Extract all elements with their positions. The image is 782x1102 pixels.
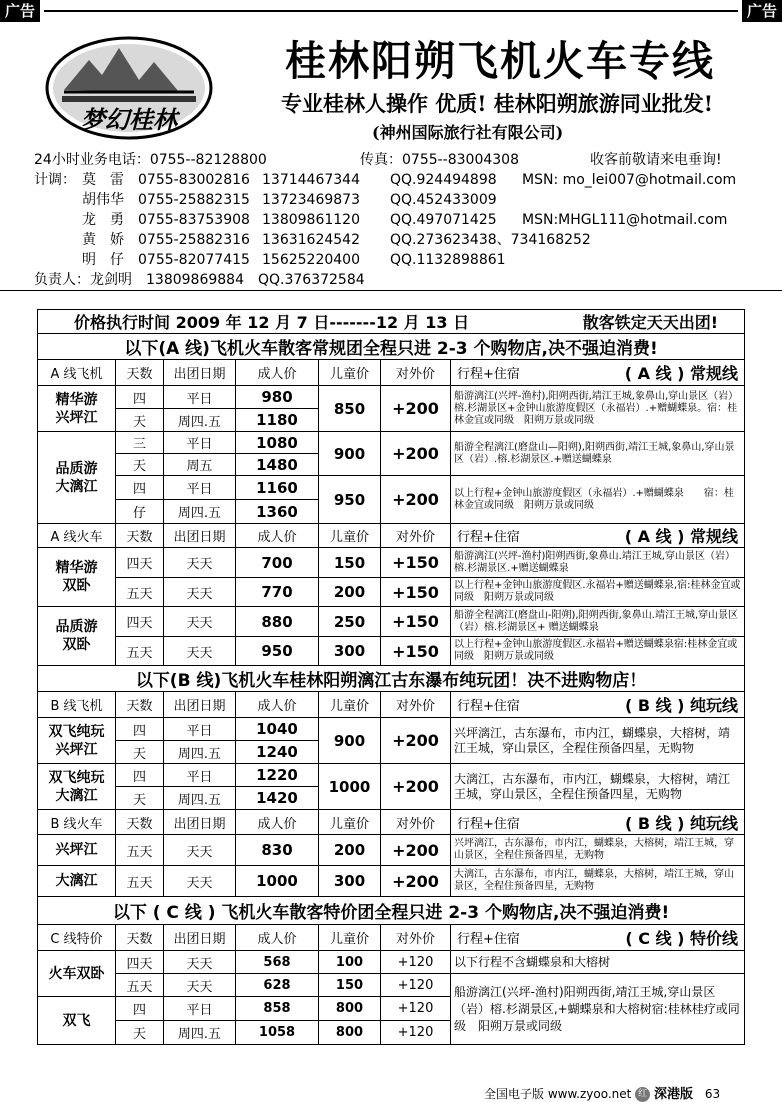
adult-price: 1000 (236, 866, 319, 897)
child-price: 150 (319, 548, 381, 578)
adult-price: 1360 (236, 500, 319, 524)
route-name: 火车双卧 (38, 951, 116, 997)
child-price: 100 (319, 951, 381, 974)
itinerary: 船游漓江(兴坪-渔村),阳朔西街,靖江王城,象鼻山,穿山景区（岩）榕.杉湖景区+金钟山旅游度假区（永福岩）.+赠蝴蝶泉。宿：桂林金宜或同级 阳朔万景或同级 (451, 386, 745, 432)
dates: 天天 (164, 578, 236, 607)
period-row (38, 310, 745, 334)
child-price: 950 (319, 476, 381, 524)
itinerary: 船游全程漓江(磨盘山-阳朔),阳朔西街,象鼻山.靖江王城,穿山景区（岩）榕.杉湖景区+ 赠送蝴蝶泉 (451, 607, 745, 637)
dates: 天天 (164, 866, 236, 897)
child-price: 300 (319, 866, 381, 897)
section-label: A 线飞机 (38, 360, 116, 386)
dates: 天天 (164, 637, 236, 666)
adult-price: 1240 (236, 741, 319, 764)
route-name: 精华游 兴坪江 (38, 386, 116, 432)
days: 天 (116, 454, 164, 476)
planner-phone: 0755-83753908 (138, 212, 250, 228)
edition-badge: 红 (635, 1087, 650, 1102)
adult-price: 830 (236, 835, 319, 866)
days: 四天 (116, 951, 164, 974)
days: 三 (116, 432, 164, 454)
call-note: 收客前敬请来电垂询! (590, 152, 722, 168)
child-price: 150 (319, 974, 381, 997)
planner-phone: 0755-82077415 (138, 252, 250, 268)
planner-name: 胡伟华 (82, 192, 124, 208)
days: 五天 (116, 866, 164, 897)
planner-name: 明 仔 (82, 252, 124, 268)
col-external: 对外价 (381, 692, 451, 718)
col-itinerary-header: 行程+住宿 ( A 线 ) 常规线 (451, 524, 745, 548)
planner-mobile: 13714467344 (262, 172, 360, 188)
col-itinerary-header: 行程+住宿 ( C 线 ) 特价线 (451, 925, 745, 951)
route-name: 品质游 大漓江 (38, 432, 116, 524)
external-price: +120 (381, 974, 451, 997)
external-price: +150 (381, 578, 451, 607)
page-title: 桂林阳朔飞机火车专线 (285, 37, 715, 85)
days: 四天 (116, 607, 164, 637)
route-name: 双飞纯玩 大漓江 (38, 764, 116, 810)
planner-phone: 0755-25882316 (138, 232, 250, 248)
itinerary: 船游漓江(兴坪-渔村)阳朔西街,靖江王城,穿山景区（岩）榕.杉湖景区,+蝴蝶泉和大榕树宿:桂林桂疗或同级 阳朔万景或同级 (451, 974, 745, 1045)
col-external: 对外价 (381, 925, 451, 951)
external-price: +120 (381, 951, 451, 974)
child-price: 1000 (319, 764, 381, 810)
col-adult: 成人价 (236, 524, 319, 548)
dates: 周四.五 (164, 787, 236, 810)
planner-mobile: 13631624542 (262, 232, 360, 248)
planner-phone: 0755-25882315 (138, 192, 250, 208)
external-price: +120 (381, 997, 451, 1021)
slogan: 专业桂林人操作 优质! 桂林阳朔旅游同业批发! (280, 91, 714, 116)
days: 五天 (116, 578, 164, 607)
col-child: 儿童价 (319, 810, 381, 835)
child-price: 900 (319, 718, 381, 764)
adult-price: 880 (236, 607, 319, 637)
dates: 周四.五 (164, 409, 236, 432)
col-dates: 出团日期 (164, 692, 236, 718)
col-child: 儿童价 (319, 692, 381, 718)
itinerary: 兴坪漓江，古东瀑布，市内江，蝴蝶泉，大榕树，靖江王城，穿山景区，全程住预备四星，无购物 (451, 718, 745, 764)
col-adult: 成人价 (236, 360, 319, 386)
planner-qq: QQ.1132898861 (390, 252, 506, 268)
col-dates: 出团日期 (164, 360, 236, 386)
divider (0, 290, 782, 291)
days: 四 (116, 997, 164, 1021)
c-line-banner: 以下 ( C 线 ) 飞机火车散客特价团全程只进 2-3 个购物店,决不强迫消费! (38, 897, 745, 925)
a-line-banner: 以下(A 线)飞机火车散客常规团全程只进 2-3 个购物店,决不强迫消费! (38, 334, 745, 360)
planner-label: 计调： (34, 172, 76, 188)
adult-price: 950 (236, 637, 319, 666)
section-label: B 线火车 (38, 810, 116, 835)
route-name: 双飞 (38, 997, 116, 1045)
col-dates: 出团日期 (164, 810, 236, 835)
ad-tag-left: 广告 (0, 0, 40, 22)
itinerary: 船游漓江(兴坪-渔村)阳朔西街,象鼻山.靖江王城,穿山景区（岩）榕.杉湖景区.+赠送蝴蝶泉 (451, 548, 745, 578)
external-price: +200 (381, 432, 451, 476)
col-itinerary-header: 行程+住宿 ( B 线 ) 纯玩线 (451, 810, 745, 835)
external-price: +200 (381, 764, 451, 810)
days: 四 (116, 718, 164, 741)
days: 五天 (116, 835, 164, 866)
section-label: A 线火车 (38, 524, 116, 548)
col-adult: 成人价 (236, 810, 319, 835)
price-period: 价格执行时间 2009 年 12 月 7 日-------12 月 13 日 (74, 313, 470, 332)
planner-mobile: 13809861120 (262, 212, 360, 228)
price-table (37, 309, 745, 1045)
adult-price: 1220 (236, 764, 319, 787)
col-dates: 出团日期 (164, 925, 236, 951)
itinerary: 以上行程+金钟山旅游度假区（永福岩）.+赠蝴蝶泉 宿：桂林金宜或同级 阳朔万景或同级 (451, 476, 745, 524)
planner-qq: QQ.273623438、734168252 (390, 232, 591, 248)
days: 四天 (116, 548, 164, 578)
hotline: 24小时业务电话：0755--82128800 (34, 152, 267, 168)
dates: 天天 (164, 951, 236, 974)
itinerary: 船游全程漓江(磨盘山—阳朔),阳朔西街,靖江王城,象鼻山,穿山景区（岩）.榕.杉湖景区.+赠送蝴蝶泉 (451, 432, 745, 476)
external-price: +200 (381, 718, 451, 764)
dates: 平日 (164, 718, 236, 741)
planner-name: 莫 雷 (82, 172, 124, 188)
adult-price: 1480 (236, 454, 319, 476)
itinerary: 大漓江，古东瀑布，市内江，蝴蝶泉，大榕树，靖江王城，穿山景区，全程住预备四星，无购物 (451, 764, 745, 810)
child-price: 800 (319, 997, 381, 1021)
itinerary: 大漓江，古东瀑布，市内江，蝴蝶泉，大榕树，靖江王城，穿山景区，全程住预备四星，无购物 (451, 866, 745, 897)
mountain-logo-icon (44, 30, 214, 142)
itinerary: 以上行程+金钟山旅游度假区.永福岩+赠送蝴蝶泉宿:桂林金宜或同级 阳朔万景或同级 (451, 637, 745, 666)
route-name: 大漓江 (38, 866, 116, 897)
col-external: 对外价 (381, 360, 451, 386)
section-label: B 线飞机 (38, 692, 116, 718)
planner-qq: QQ.497071425 (390, 212, 497, 228)
adult-price: 858 (236, 997, 319, 1021)
dates: 天天 (164, 974, 236, 997)
external-price: +200 (381, 476, 451, 524)
b-line-banner: 以下(B 线)飞机火车桂林阳朔漓江古东瀑布纯玩团！决不进购物店！ (38, 666, 745, 692)
days: 天 (116, 787, 164, 810)
adult-price: 568 (236, 951, 319, 974)
dates: 平日 (164, 997, 236, 1021)
dates: 天天 (164, 607, 236, 637)
days: 天 (116, 409, 164, 432)
planner-msn: MSN: mo_lei007@hotmail.com (522, 172, 737, 188)
adult-price: 1180 (236, 409, 319, 432)
col-child: 儿童价 (319, 524, 381, 548)
itinerary: 以上行程+金钟山旅游度假区.永福岩+赠送蝴蝶泉,宿:桂林金宜或同级 阳朔万景或同级 (451, 578, 745, 607)
days: 五天 (116, 637, 164, 666)
col-days: 天数 (116, 692, 164, 718)
region-label: 深港版 (654, 1087, 694, 1102)
adult-price: 980 (236, 386, 319, 409)
days: 五天 (116, 974, 164, 997)
external-price: +200 (381, 866, 451, 897)
col-days: 天数 (116, 810, 164, 835)
manager-line: 负责人：龙剑明 13809869884 QQ.376372584 (34, 272, 365, 288)
planner-phone: 0755-83002816 (138, 172, 250, 188)
planner-name: 龙 勇 (82, 212, 124, 228)
child-price: 250 (319, 607, 381, 637)
itinerary: 兴坪漓江，古东瀑布，市内江，蝴蝶泉，大榕树，靖江王城，穿山景区，全程住预备四星，无购物 (451, 835, 745, 866)
col-days: 天数 (116, 524, 164, 548)
dates: 周四.五 (164, 500, 236, 524)
col-itinerary-header: 行程+住宿 ( A 线 ) 常规线 (451, 360, 745, 386)
itinerary: 以下行程不含蝴蝶泉和大榕树 (451, 951, 745, 974)
days: 四 (116, 476, 164, 500)
daily-departure: 散客铁定天天出团! (582, 313, 719, 332)
external-price: +150 (381, 637, 451, 666)
adult-price: 1058 (236, 1021, 319, 1045)
dates: 平日 (164, 386, 236, 409)
dates: 平日 (164, 476, 236, 500)
dates: 天天 (164, 548, 236, 578)
col-child: 儿童价 (319, 925, 381, 951)
company-name: (神州国际旅行社有限公司) (372, 123, 564, 142)
ad-tag-right: 广告 (742, 0, 782, 22)
col-external: 对外价 (381, 810, 451, 835)
route-name: 兴坪江 (38, 835, 116, 866)
external-price: +150 (381, 607, 451, 637)
child-price: 800 (319, 1021, 381, 1045)
days: 天 (116, 741, 164, 764)
col-adult: 成人价 (236, 925, 319, 951)
col-adult: 成人价 (236, 692, 319, 718)
planner-name: 黄 娇 (82, 232, 124, 248)
section-label: C 线特价 (38, 925, 116, 951)
days: 四 (116, 764, 164, 787)
child-price: 200 (319, 578, 381, 607)
col-external: 对外价 (381, 524, 451, 548)
adult-price: 1080 (236, 432, 319, 454)
days: 四 (116, 386, 164, 409)
external-price: +200 (381, 386, 451, 432)
dates: 天天 (164, 835, 236, 866)
page-number: 63 (704, 1087, 721, 1101)
adult-price: 628 (236, 974, 319, 997)
adult-price: 1420 (236, 787, 319, 810)
col-child: 儿童价 (319, 360, 381, 386)
route-name: 品质游 双卧 (38, 607, 116, 666)
adult-price: 770 (236, 578, 319, 607)
dates: 平日 (164, 764, 236, 787)
adult-price: 1040 (236, 718, 319, 741)
logo-text: 梦幻桂林 (81, 105, 177, 134)
planner-qq: QQ.452433009 (390, 192, 497, 208)
col-days: 天数 (116, 925, 164, 951)
dates: 周四.五 (164, 1021, 236, 1045)
col-itinerary-header: 行程+住宿 ( B 线 ) 纯玩线 (451, 692, 745, 718)
dates: 周四.五 (164, 741, 236, 764)
external-price: +120 (381, 1021, 451, 1045)
fax: 传真：0755--83004308 (360, 152, 519, 168)
dates: 周五 (164, 454, 236, 476)
child-price: 200 (319, 835, 381, 866)
edition-text: 全国电子版 www.zyoo.net (484, 1087, 632, 1101)
child-price: 850 (319, 386, 381, 432)
route-name: 双飞纯玩 兴坪江 (38, 718, 116, 764)
planner-msn: MSN:MHGL111@hotmail.com (522, 212, 728, 228)
col-days: 天数 (116, 360, 164, 386)
dates: 平日 (164, 432, 236, 454)
planner-qq: QQ.924494898 (390, 172, 497, 188)
child-price: 900 (319, 432, 381, 476)
planner-mobile: 13723469873 (262, 192, 360, 208)
top-rule (44, 10, 738, 12)
external-price: +200 (381, 835, 451, 866)
route-name: 精华游 双卧 (38, 548, 116, 607)
child-price: 300 (319, 637, 381, 666)
col-dates: 出团日期 (164, 524, 236, 548)
days: 天 (116, 1021, 164, 1045)
external-price: +150 (381, 548, 451, 578)
planner-mobile: 15625220400 (262, 252, 360, 268)
adult-price: 1160 (236, 476, 319, 500)
days: 仔 (116, 500, 164, 524)
page-footer (484, 1083, 720, 1102)
adult-price: 700 (236, 548, 319, 578)
